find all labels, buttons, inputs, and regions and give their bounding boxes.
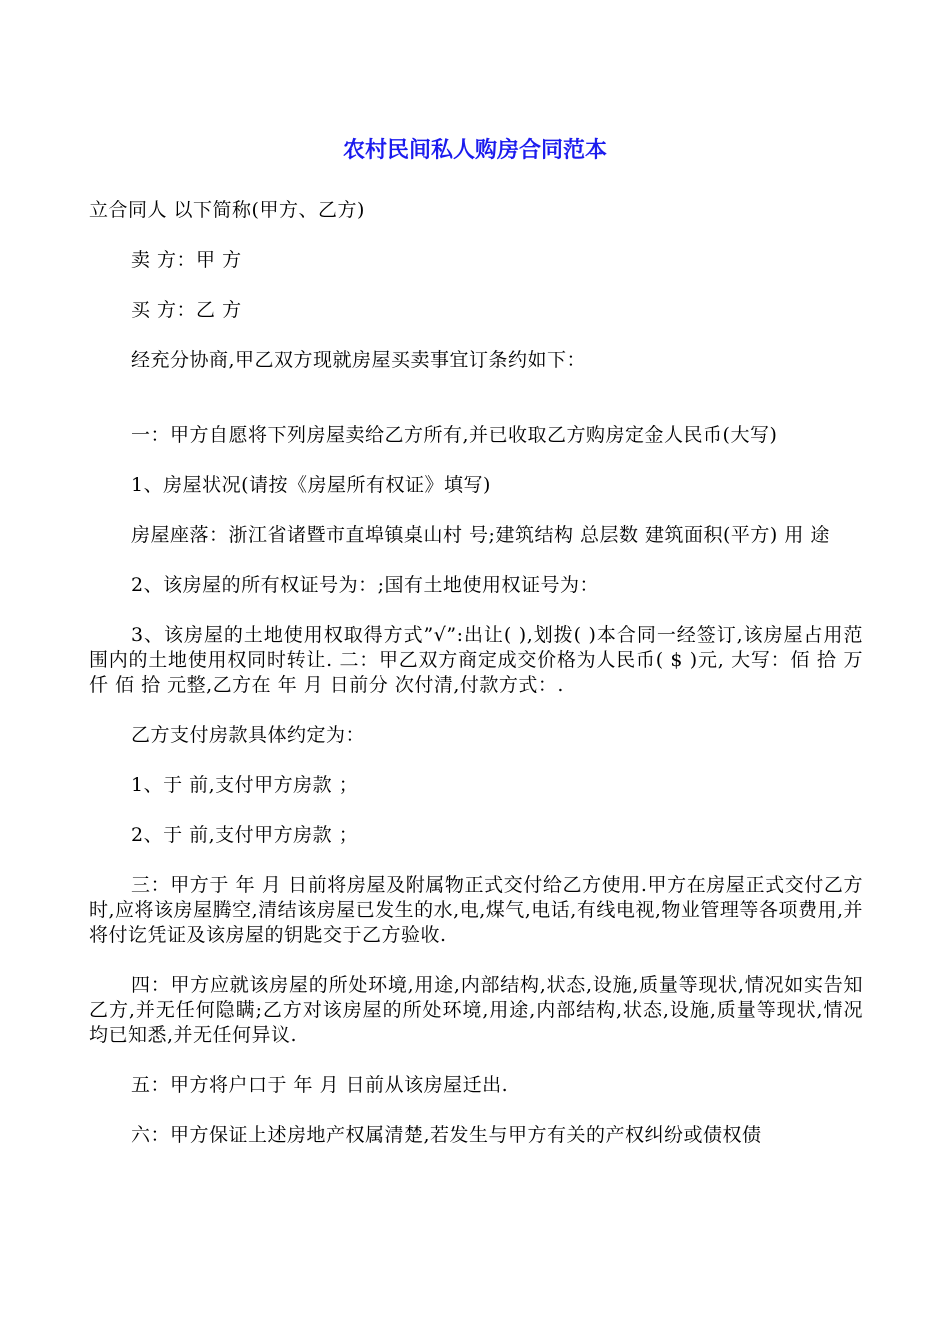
paragraph-parties: 立合同人 以下简称(甲方、乙方) (89, 199, 365, 221)
paragraph-preamble: 经充分协商,甲乙双方现就房屋买卖事宜订条约如下： (131, 349, 587, 371)
document-body (89, 198, 863, 1148)
paragraph-payment-terms: 乙方支付房款具体约定为： (131, 724, 366, 746)
paragraph-house-location: 房屋座落：浙江省诸暨市直埠镇桌山村 号;建筑结构 总层数 建筑面积(平方) 用 途 (131, 524, 830, 546)
paragraph-payment-2: 2、于 前,支付甲方房款 ； (131, 824, 359, 846)
paragraph-payment-1: 1、于 前,支付甲方房款 ； (131, 774, 359, 796)
paragraph-clause-6: 六：甲方保证上述房地产权属清楚,若发生与甲方有关的产权纠纷或债权债 (131, 1124, 762, 1146)
paragraph-seller: 卖 方：甲 方 (131, 249, 242, 271)
document-title: 农村民间私人购房合同范本 (342, 138, 607, 163)
paragraph-clause-5: 五：甲方将户口于 年 月 日前从该房屋迁出. (131, 1074, 509, 1096)
paragraph-certificate-numbers: 2、该房屋的所有权证号为：;国有土地使用权证号为： (131, 574, 599, 596)
paragraph-clause-3: 三：甲方于 年 月 日前将房屋及附属物正式交付给乙方使用.甲方在房屋正式交付乙方时,应将该房屋腾空,清结该房屋已发生的水,电,煤气,电话,有线电视,物业管理等各项费用,并将付讫凭证及该房屋的钥匙交于乙方验收. (89, 874, 863, 946)
paragraph-land-use-and-price: 3、该房屋的土地使用权取得方式”√”:出让( ),划拨( )本合同一经签订,该房屋占用范围内的土地使用权同时转让. 二：甲乙双方商定成交价格为人民币( $ )元, 大写：佰 拾 万 仟 佰 拾 元整,乙方在 年 月 日前分 次付清,付款方式：. (89, 624, 863, 696)
paragraph-buyer: 买 方：乙 方 (131, 299, 242, 321)
paragraph-clause-4: 四：甲方应就该房屋的所处环境,用途,内部结构,状态,设施,质量等现状,情况如实告知乙方,并无任何隐瞒;乙方对该房屋的所处环境,用途,内部结构,状态,设施,质量等现状,情况均已知悉,并无任何异议. (89, 974, 863, 1046)
paragraph-house-status: 1、房屋状况(请按《房屋所有权证》填写) (131, 474, 491, 496)
paragraph-clause-1: 一：甲方自愿将下列房屋卖给乙方所有,并已收取乙方购房定金人民币(大写) (131, 424, 778, 446)
